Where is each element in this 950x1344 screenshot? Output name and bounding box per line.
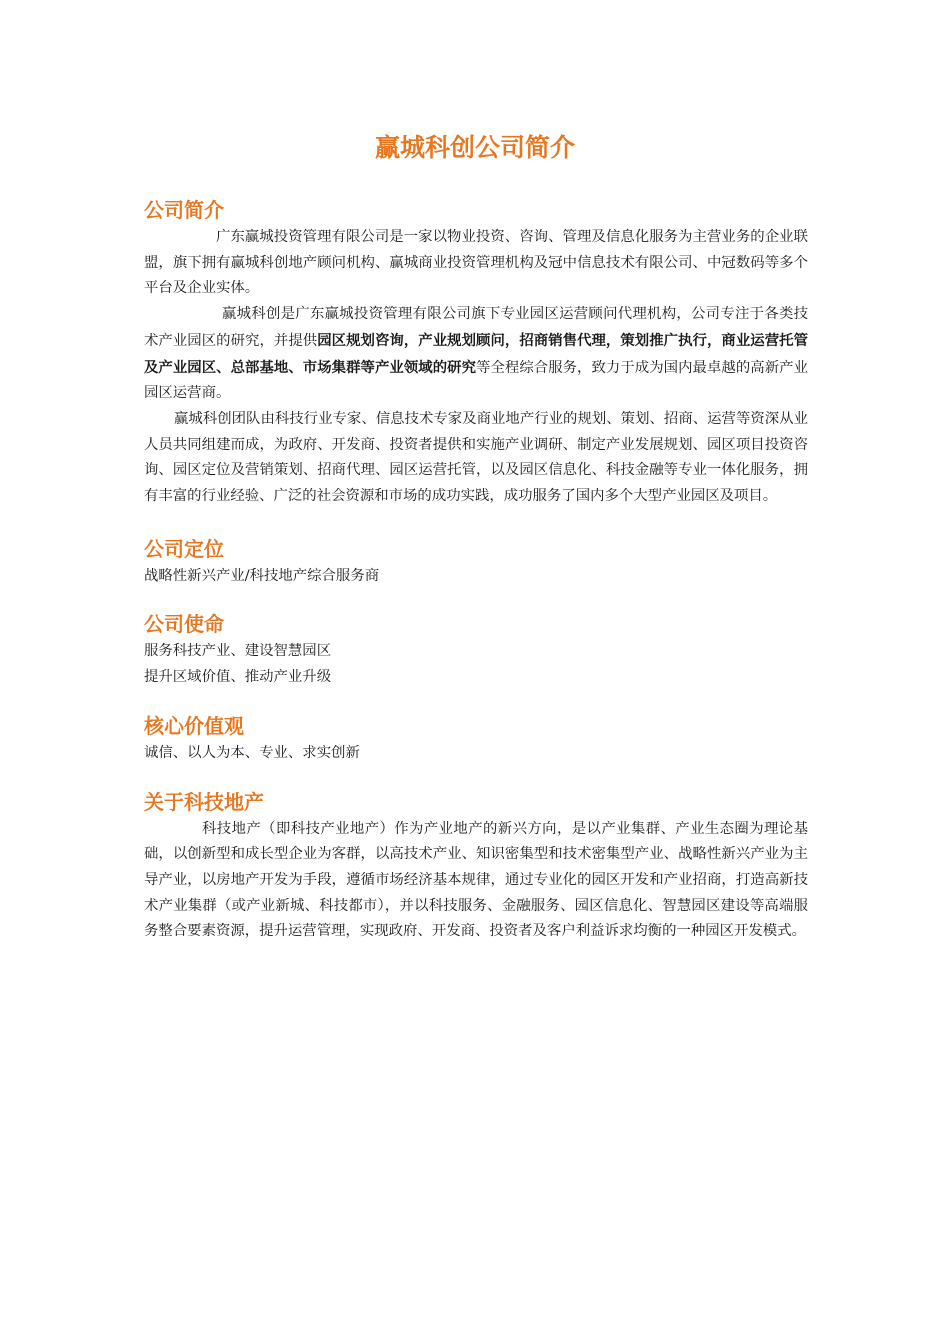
- section-heading-values: 核心价值观: [144, 713, 244, 738]
- values-text: 诚信、以人为本、专业、求实创新: [144, 744, 360, 761]
- section-mission: [144, 609, 808, 690]
- section-tech-realestate: [144, 787, 808, 946]
- document-body: [144, 195, 808, 945]
- mission-line-2: 提升区域价值、推动产业升级: [144, 669, 332, 686]
- section-heading-tech-realestate: 关于科技地产: [144, 789, 264, 814]
- tech-realestate-paragraph: 科技地产（即科技产业地产）作为产业地产的新兴方向，是以产业集群、产业生态圈为理论基础，以创新型和成长型企业为客群，以高技术产业、知识密集型和技术密集型产业、战略性新兴产业为主导产业，以房地产开发为手段，遵循市场经济基本规律，通过专业化的园区开发和产业招商，打造高新技术产业集群（或产业新城、科技都市），并以科技服务、金融服务、园区信息化、智慧园区建设等高端服务整合要素资源，提升运营管理，实现政府、开发商、投资者及客户利益诉求均衡的一种园区开发模式。: [144, 820, 808, 940]
- mission-line-1: 服务科技产业、建设智慧园区: [144, 643, 332, 660]
- section-heading-intro: 公司简介: [144, 198, 224, 222]
- section-company-intro: [144, 195, 808, 510]
- positioning-text: 战略性新兴产业/科技地产综合服务商: [144, 567, 380, 584]
- intro-paragraph-3: 赢城科创团队由科技行业专家、信息技术专家及商业地产行业的规划、策划、招商、运营等资深从业人员共同组建而成，为政府、开发商、投资者提供和实施产业调研、制定产业发展规划、园区项目投资咨询、园区定位及营销策划、招商代理、园区运营托管，以及园区信息化、科技金融等专业一体化服务，拥有丰富的行业经验、广泛的社会资源和市场的成功实践，成功服务了国内多个大型产业园区及项目。: [144, 410, 808, 505]
- intro-paragraph-2-text-end: 等全程综合服务，致力于成为国内最卓越的高新产业园区运营商。: [144, 359, 808, 402]
- document-title: 赢城科创公司简介: [374, 133, 575, 162]
- intro-paragraph-2-bold-services: 园区规划咨询，产业规划顾问，招商销售代理，策划推广执行，商业运营托管及产业园区、总部基地、市场集群等产业领域的研究: [144, 331, 808, 376]
- section-heading-positioning: 公司定位: [144, 536, 224, 561]
- section-positioning: [144, 534, 808, 590]
- intro-paragraph-2: [144, 302, 808, 407]
- intro-paragraph-2-text: 赢城科创是广东赢城投资管理有限公司旗下专业园区运营顾问代理机构，公司专注于各类技术产业园区的研究，并提供: [144, 306, 808, 349]
- section-core-values: [144, 711, 808, 767]
- intro-paragraph-1: 广东赢城投资管理有限公司是一家以物业投资、咨询、管理及信息化服务为主营业务的企业联盟，旗下拥有赢城科创地产顾问机构、赢城商业投资管理机构及冠中信息技术有限公司、中冠数码等多个平台及企业实体。: [144, 229, 808, 297]
- section-heading-mission: 公司使命: [144, 612, 224, 637]
